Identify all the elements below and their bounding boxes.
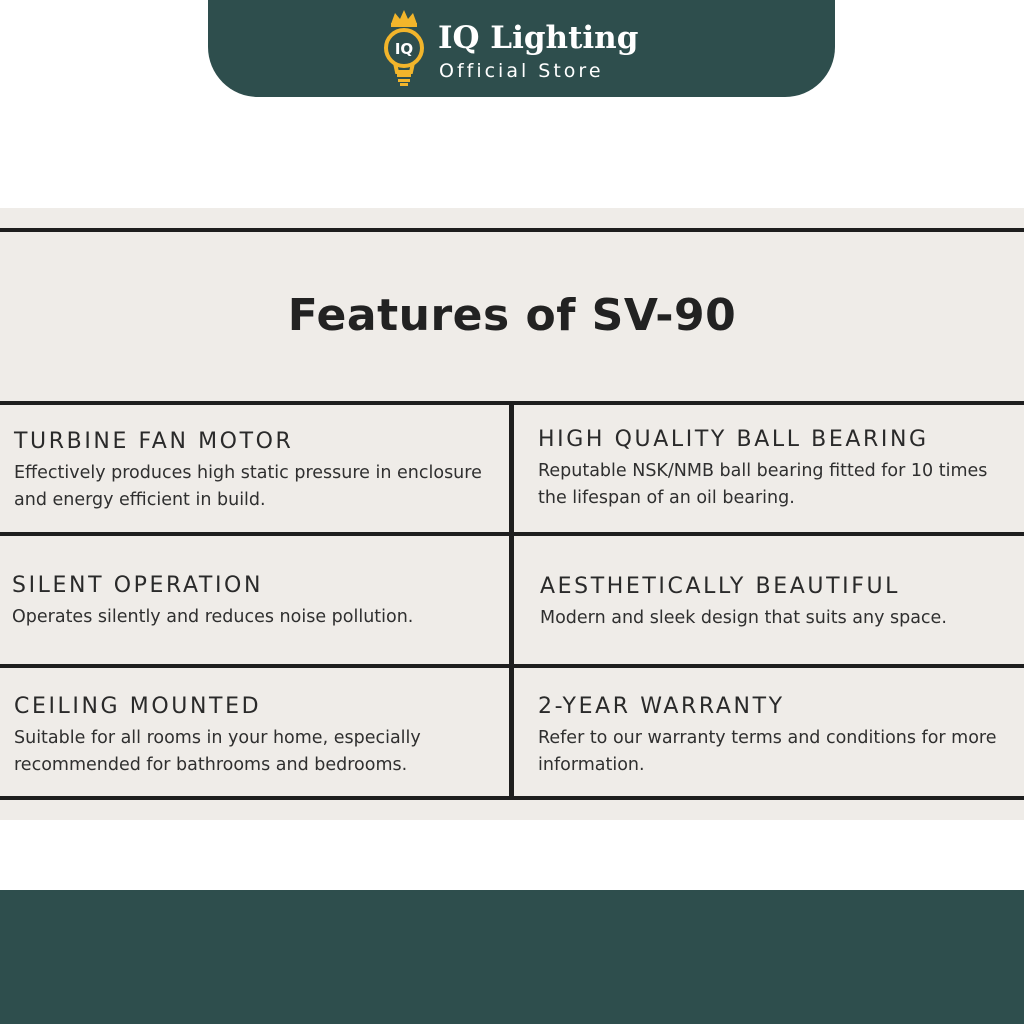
feature-cell xyxy=(540,574,1020,632)
feature-description: Suitable for all rooms in your home, especially recommended for bathrooms and bedrooms. xyxy=(14,728,421,775)
brand-subtitle: Official Store xyxy=(439,60,604,82)
feature-description: Refer to our warranty terms and conditions for more information. xyxy=(538,728,997,775)
feature-description: Reputable NSK/NMB ball bearing fitted for 10 times the lifespan of an oil bearing. xyxy=(538,461,988,508)
grid-column-divider xyxy=(509,401,514,800)
page-title: Features of SV-90 xyxy=(287,290,737,341)
feature-title: TURBINE FAN MOTOR xyxy=(14,429,294,454)
feature-cell xyxy=(538,427,1018,512)
crowned-lightbulb-icon xyxy=(381,8,427,86)
feature-description: Operates silently and reduces noise pollution. xyxy=(12,607,414,627)
logo-badge-text: IQ xyxy=(394,40,414,58)
feature-title: AESTHETICALLY BEAUTIFUL xyxy=(540,574,901,599)
top-divider xyxy=(0,228,1024,232)
feature-description: Effectively produces high static pressure in enclosure and energy efficient in build. xyxy=(14,463,482,510)
brand-name: IQ Lighting xyxy=(438,20,639,56)
feature-cell xyxy=(14,429,494,514)
feature-title: HIGH QUALITY BALL BEARING xyxy=(538,427,929,452)
feature-title: 2-YEAR WARRANTY xyxy=(538,694,785,719)
feature-title: CEILING MOUNTED xyxy=(14,694,262,719)
feature-cell xyxy=(12,573,492,631)
footer-bar xyxy=(0,890,1024,1024)
feature-cell xyxy=(14,694,494,779)
feature-cell xyxy=(538,694,1018,779)
feature-title: SILENT OPERATION xyxy=(12,573,264,598)
feature-description: Modern and sleek design that suits any space. xyxy=(540,608,947,628)
